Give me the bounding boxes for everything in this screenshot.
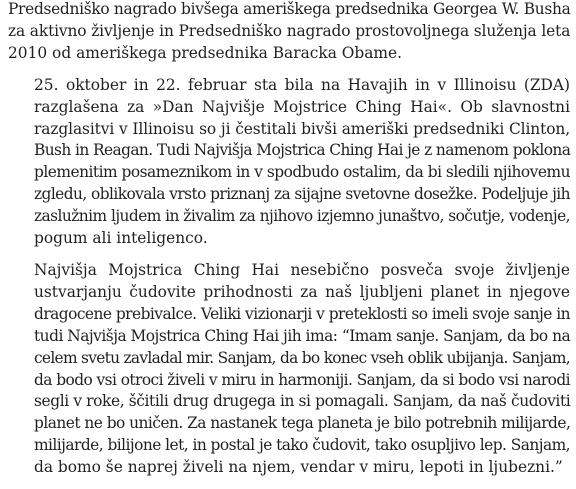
text-line: celem svetu zavladal mir. Sanjam, da bo konec vseh oblik ubijanja. Sanjam, bbox=[34, 348, 570, 367]
text-line: Predsedniško nagrado bivšega ameriškega predsednika Georgea W. Busha bbox=[8, 0, 571, 18]
paragraph-dream-quote bbox=[8, 260, 570, 479]
text-line: 2010 od ameriškega predsednika Baracka Obame. bbox=[8, 43, 403, 62]
text-line: zaslužnim ljudem in živalim za njihovo izjemno junaštvo, sočutje, vodenje, bbox=[34, 207, 570, 226]
text-line: za aktivno življenje in Predsedniško nagrado prostovoljnega služenja leta bbox=[8, 21, 571, 40]
text-line: ustvarjanju čudovite prihodnosti za naš ljubljeni planet in njegove bbox=[34, 282, 570, 301]
text-line: 25. oktober in 22. februar sta bila na Havajih in v Illinoisu (ZDA) bbox=[34, 75, 570, 94]
text-line: razglašena za »Dan Najvišje Mojstrice Ching Hai«. Ob slavnostni bbox=[34, 97, 570, 116]
text-line: Bush in Reagan. Tudi Najvišja Mojstrica Ching Hai je z namenom poklona bbox=[34, 141, 571, 160]
text-line: da bodo vsi otroci živeli v miru in harmoniji. Sanjam, da si bodo vsi narodi bbox=[34, 370, 570, 389]
text-line: tudi Najvišja Mojstrica Ching Hai jih ima: “Imam sanje. Sanjam, da bo na bbox=[34, 326, 571, 345]
text-line: dragocene prebivalce. Veliki vizionarji v preteklosti so imeli svoje sanje in bbox=[34, 304, 570, 323]
paragraph-master-ching-hai-day bbox=[8, 75, 570, 250]
text-line: milijarde, bilijone let, in postal je tako čudovit, tako osupljivo lep. Sanjam, bbox=[34, 436, 570, 455]
text-line: planet ne bo uničen. Za nastanek tega planeta je bilo potrebnih milijarde, bbox=[34, 414, 571, 433]
text-line: razglasitvi v Illinoisu so ji čestitali bivši ameriški predsedniki Clinton, bbox=[34, 119, 571, 138]
text-line: zgledu, oblikovala vrsto priznanj za sijajne svetovne dosežke. Podeljuje jih bbox=[34, 185, 570, 204]
text-line: segli v roke, ščitili drug drugega in si pomagali. Sanjam, da naš čudoviti bbox=[34, 392, 571, 411]
text-line: pogum ali inteligenco. bbox=[34, 229, 208, 248]
text-line: plemenitim posameznikom in v spodbudo ostalim, da bi sledili njihovemu bbox=[34, 163, 570, 182]
text-line: Najvišja Mojstrica Ching Hai nesebično posveča svoje življenje bbox=[34, 260, 570, 279]
paragraph-bush-obama-awards bbox=[8, 0, 570, 65]
text-line: da bomo še naprej živeli na njem, vendar v miru, lepoti in ljubezni.” bbox=[34, 458, 563, 477]
